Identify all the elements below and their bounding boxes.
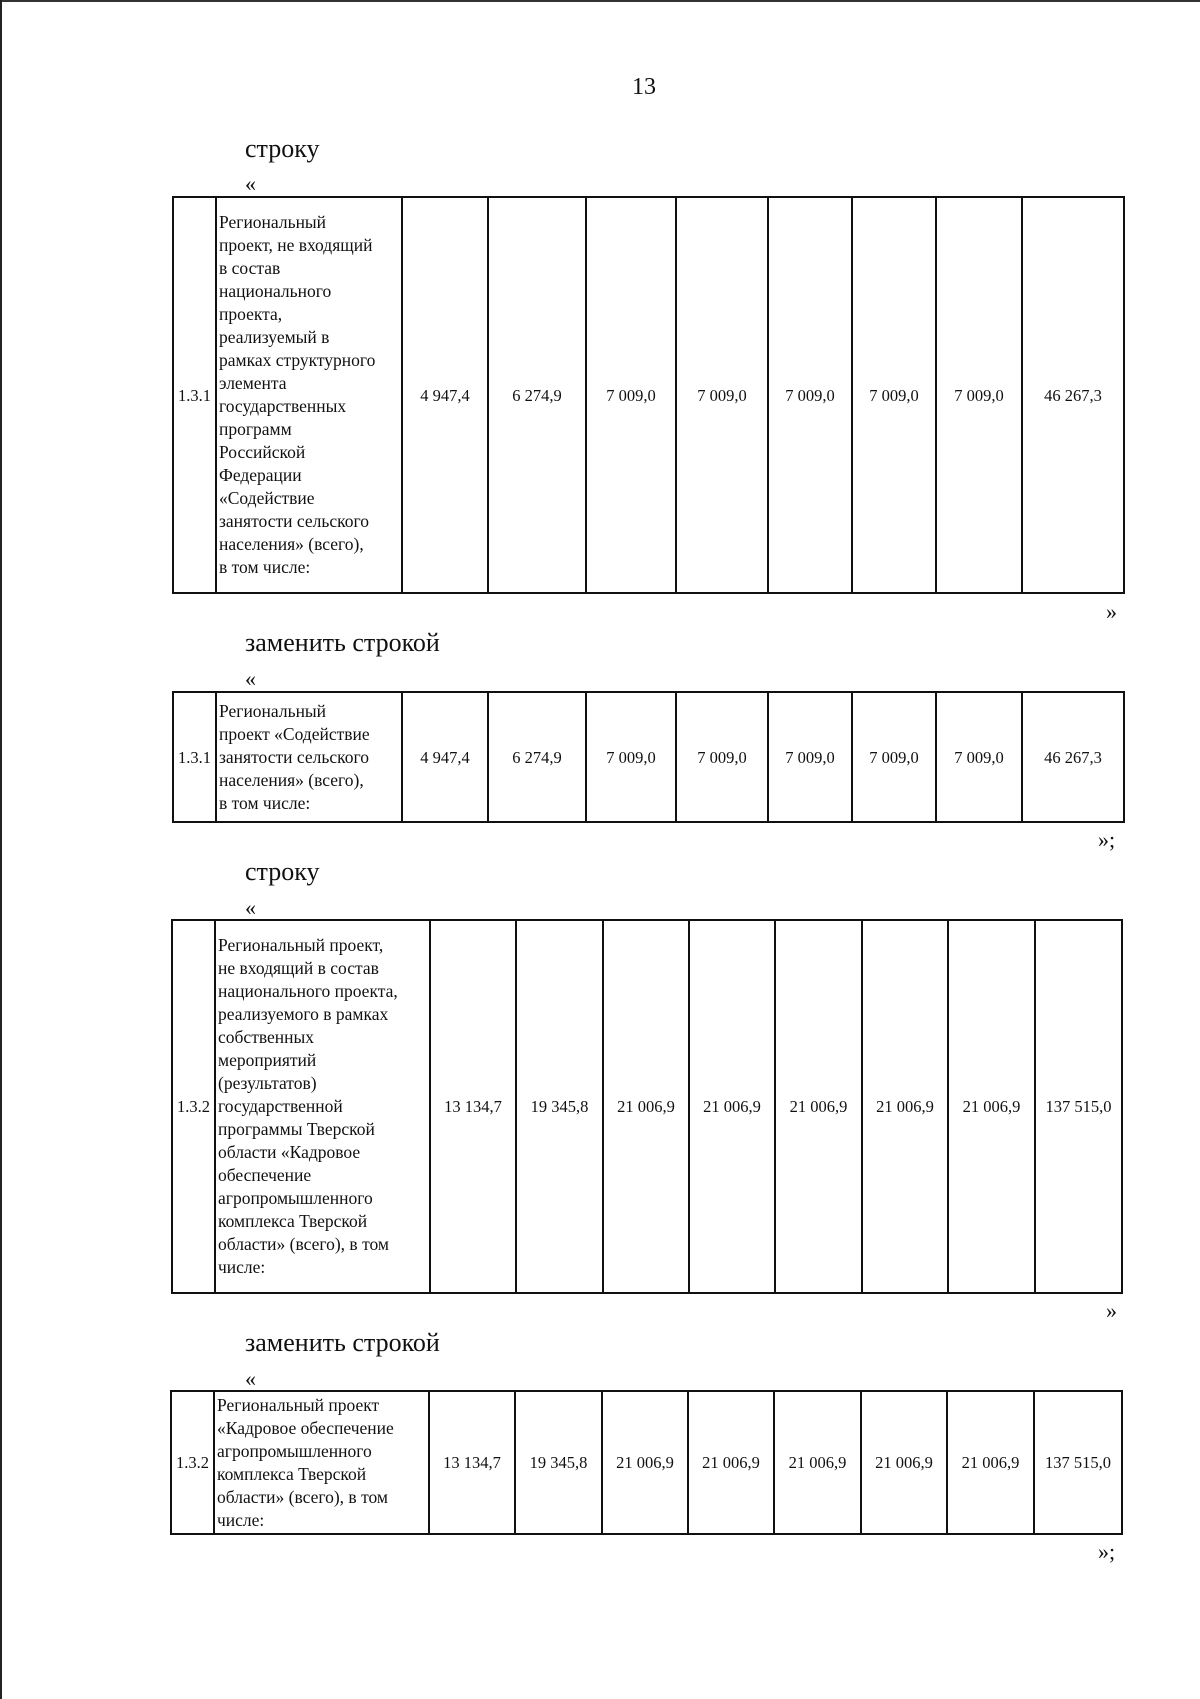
value-cell: 4 947,4 — [402, 197, 488, 593]
value-cell: 7 009,0 — [768, 692, 852, 822]
row-description: Региональный проект «Кадровое обеспечение агропромышленного комплекса Тверской области» (всего), в том числе: — [214, 1391, 429, 1534]
section-label: заменить строкой — [245, 628, 440, 657]
scan-top-edge — [0, 0, 1200, 2]
value-cell: 7 009,0 — [676, 692, 768, 822]
open-quote: « — [245, 171, 256, 196]
close-quote: » — [1106, 599, 1117, 624]
close-quote: »; — [1098, 827, 1116, 852]
total-cell: 46 267,3 — [1022, 692, 1124, 822]
amendment-table — [172, 691, 1125, 823]
value-cell: 21 006,9 — [775, 920, 862, 1293]
row-description: Региональный проект, не входящий в состав национального проекта, реализуемого в рамках собственных мероприятий (результатов) государственной программы Тверской области «Кадровое обеспечение агропромышленного комплекса Тверской области» (всего), в том числе: — [215, 920, 430, 1293]
section-label: строку — [245, 134, 320, 163]
row-code: 1.3.1 — [173, 692, 216, 822]
row-code: 1.3.1 — [173, 197, 216, 593]
total-cell: 137 515,0 — [1034, 1391, 1122, 1534]
value-cell: 7 009,0 — [586, 197, 676, 593]
value-cell: 21 006,9 — [602, 1391, 688, 1534]
value-cell: 21 006,9 — [861, 1391, 947, 1534]
open-quote: « — [245, 895, 256, 920]
table-row — [172, 920, 1122, 1293]
value-cell: 13 134,7 — [429, 1391, 515, 1534]
value-cell: 19 345,8 — [515, 1391, 602, 1534]
value-cell: 7 009,0 — [676, 197, 768, 593]
open-quote: « — [245, 666, 256, 691]
amendment-table — [172, 196, 1125, 594]
value-cell: 7 009,0 — [936, 692, 1022, 822]
value-cell: 7 009,0 — [852, 692, 936, 822]
table-row — [173, 692, 1124, 822]
value-cell: 6 274,9 — [488, 197, 586, 593]
value-cell: 4 947,4 — [402, 692, 488, 822]
row-code: 1.3.2 — [171, 1391, 214, 1534]
total-cell: 46 267,3 — [1022, 197, 1124, 593]
scan-left-edge — [0, 0, 2, 1699]
value-cell: 7 009,0 — [586, 692, 676, 822]
value-cell: 21 006,9 — [948, 920, 1035, 1293]
value-cell: 21 006,9 — [688, 1391, 774, 1534]
row-code: 1.3.2 — [172, 920, 215, 1293]
row-description: Региональный проект, не входящий в состав национального проекта, реализуемый в рамках структурного элемента государственных программ Российской Федерации «Содействие занятости сельского населения» (всего), в том числе: — [216, 197, 402, 593]
amendment-table — [171, 919, 1123, 1294]
close-quote: »; — [1098, 1539, 1116, 1564]
value-cell: 7 009,0 — [768, 197, 852, 593]
open-quote: « — [245, 1366, 256, 1391]
amendment-table — [170, 1390, 1123, 1535]
value-cell: 21 006,9 — [947, 1391, 1034, 1534]
value-cell: 6 274,9 — [488, 692, 586, 822]
row-description: Региональный проект «Содействие занятости сельского населения» (всего), в том числе: — [216, 692, 402, 822]
section-label: заменить строкой — [245, 1328, 440, 1357]
total-cell: 137 515,0 — [1035, 920, 1122, 1293]
value-cell: 21 006,9 — [689, 920, 775, 1293]
value-cell: 7 009,0 — [852, 197, 936, 593]
value-cell: 19 345,8 — [516, 920, 603, 1293]
value-cell: 21 006,9 — [603, 920, 689, 1293]
value-cell: 21 006,9 — [774, 1391, 861, 1534]
value-cell: 21 006,9 — [862, 920, 948, 1293]
value-cell: 7 009,0 — [936, 197, 1022, 593]
table-row — [171, 1391, 1122, 1534]
close-quote: » — [1106, 1298, 1117, 1323]
page-number: 13 — [632, 74, 656, 100]
section-label: строку — [245, 857, 320, 886]
value-cell: 13 134,7 — [430, 920, 516, 1293]
table-row — [173, 197, 1124, 593]
